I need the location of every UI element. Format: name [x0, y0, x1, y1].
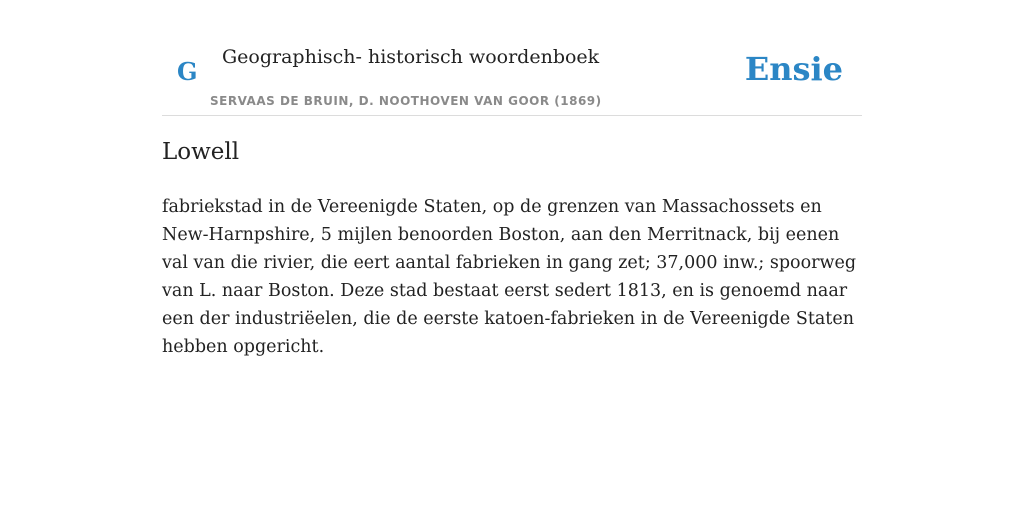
header — [162, 40, 862, 116]
site-logo-link[interactable]: Ensie — [744, 50, 843, 88]
entry-text: fabriekstad in de Vereenigde Staten, op de grenzen van Massachossets en New-Harnpshire, 5 mijlen benoorden Boston, aan den Merritnack, bij eenen val van die rivier, die eert aantal fabrieken in gang zet; 37,000 inw.; spoorweg van L. naar Boston. Deze stad bestaat eerst sedert 1813, en is genoemd naar een der industriëelen, die de eerste katoen-fabrieken in de Vereenigde Staten hebben opgericht. — [162, 197, 857, 357]
entry-title: Lowell — [162, 139, 240, 165]
book-initial-link[interactable]: G — [177, 57, 198, 86]
book-author: SERVAAS DE BRUIN, D. NOOTHOVEN VAN GOOR (1869) — [210, 94, 602, 108]
book-title-link[interactable]: Geographisch- historisch woordenboek — [222, 46, 600, 68]
